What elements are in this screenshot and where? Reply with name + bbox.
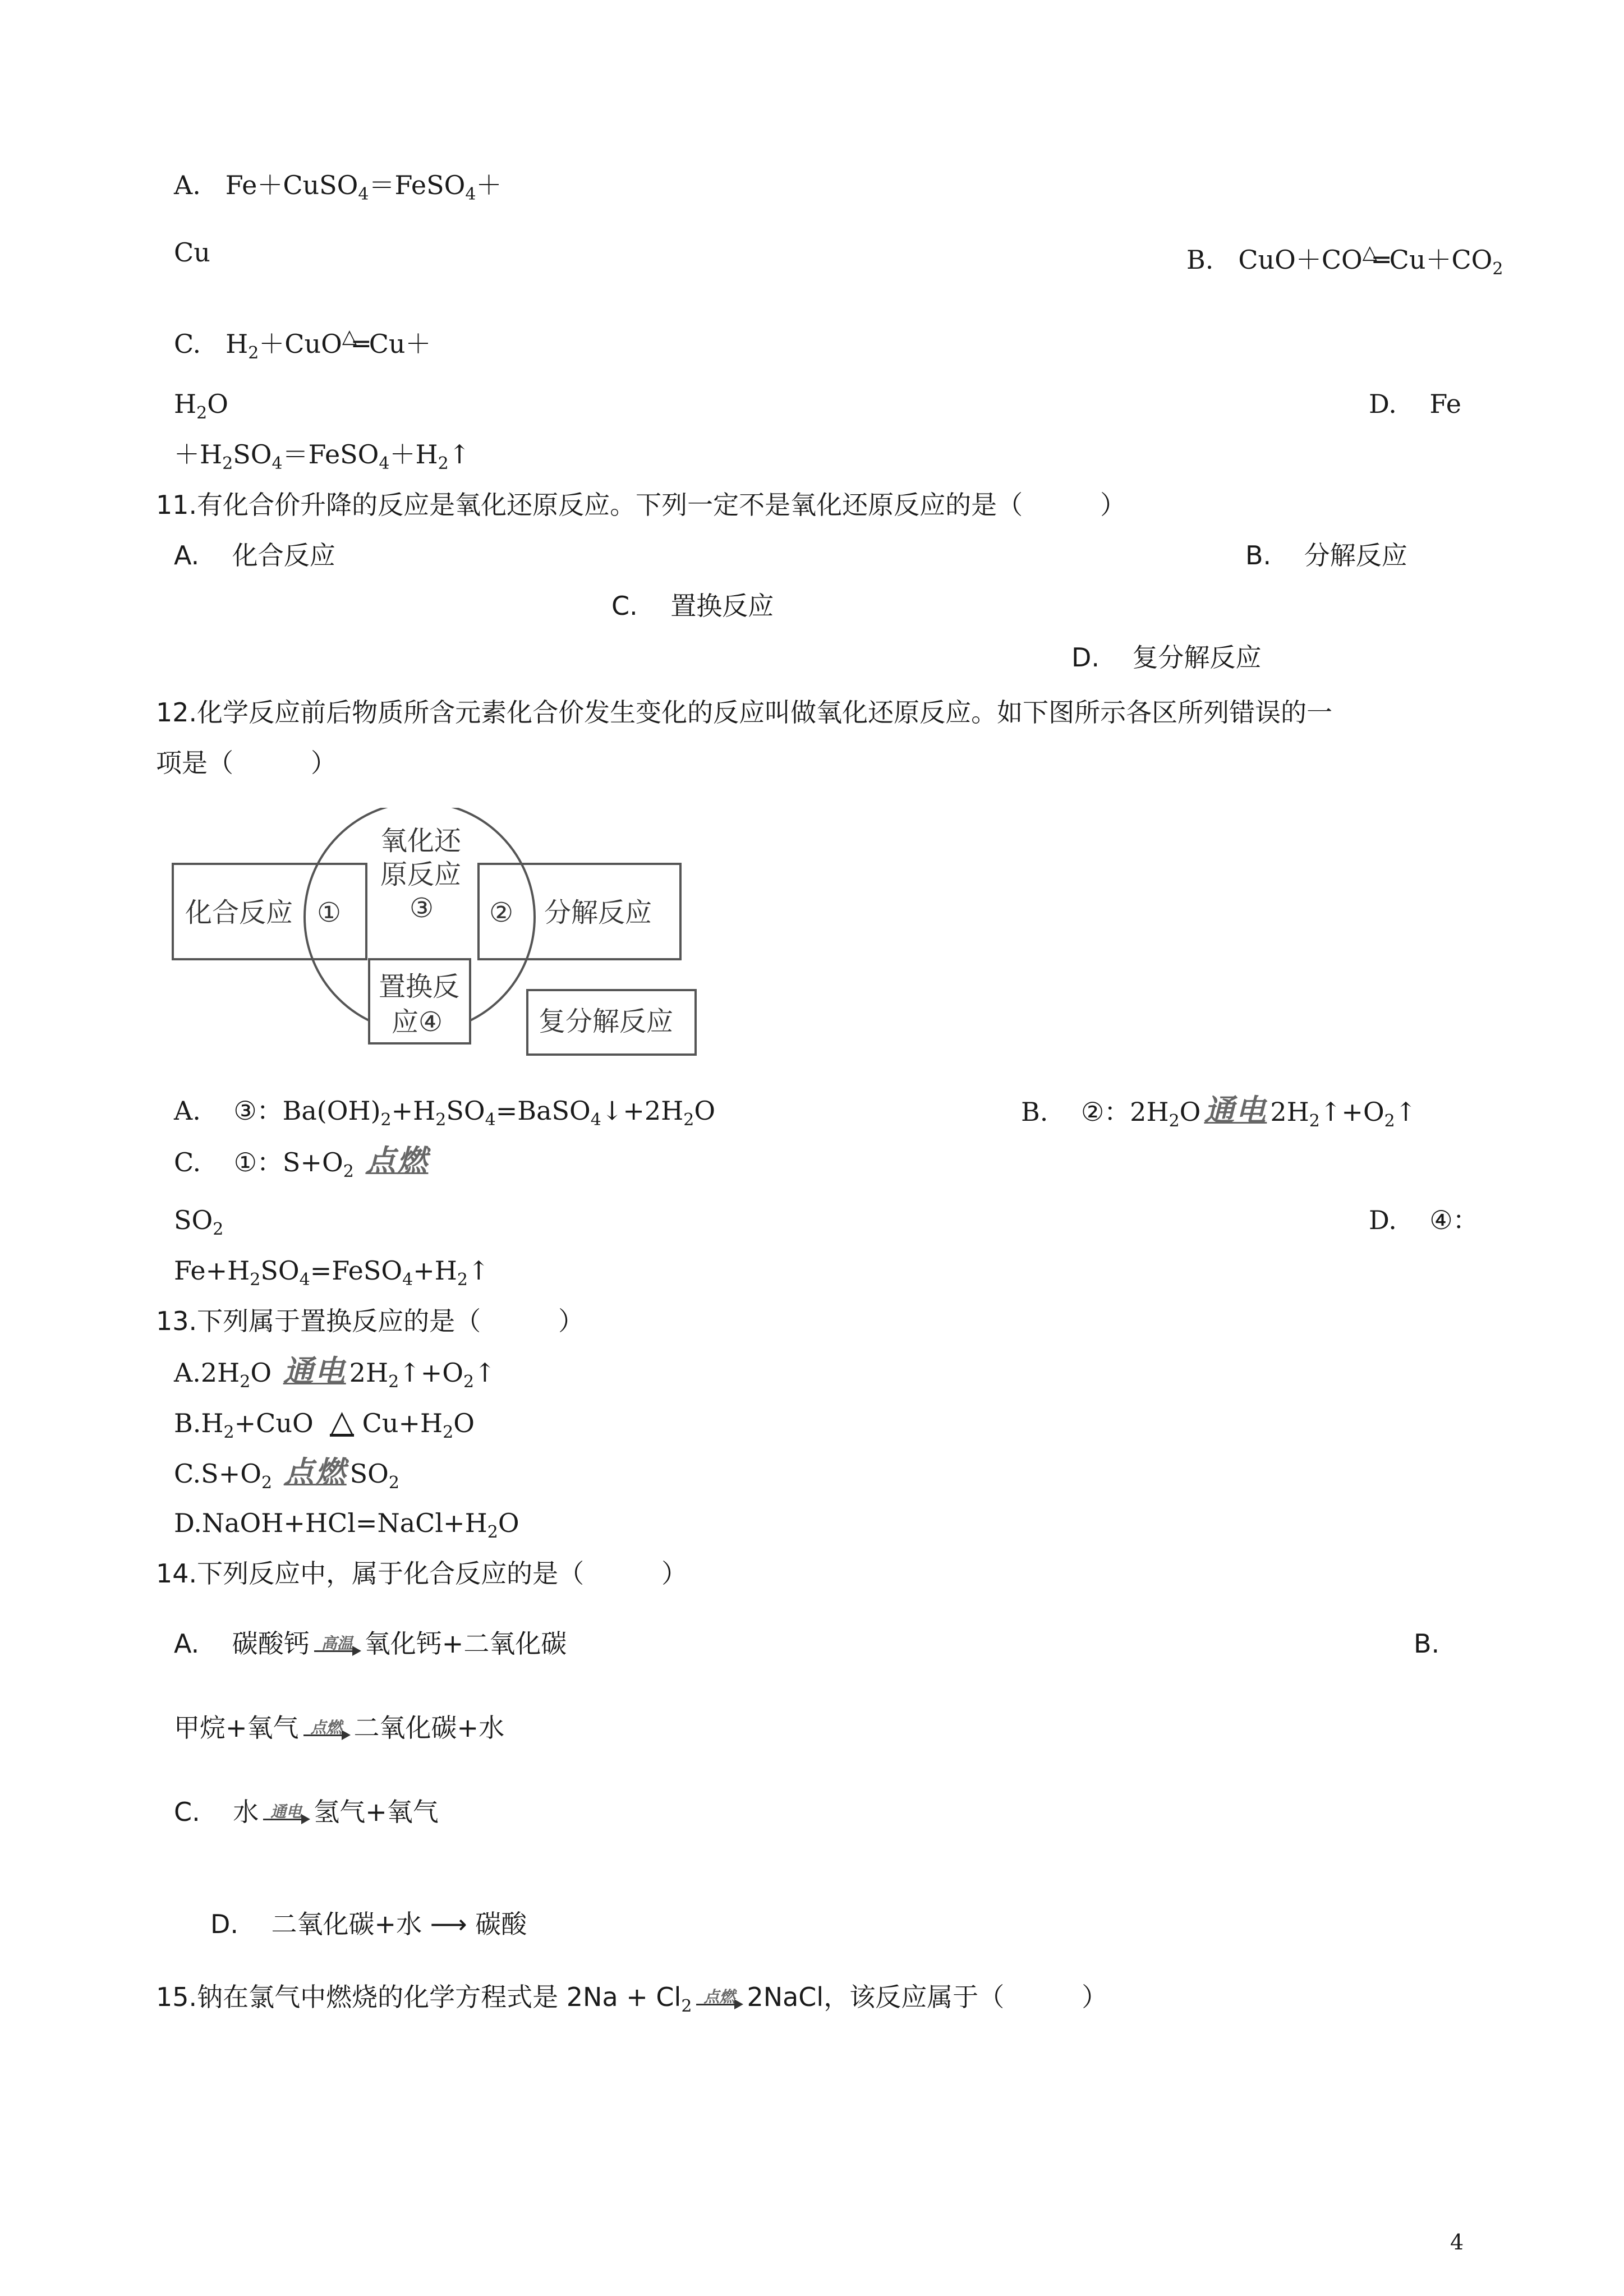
high-temp-arrow: 高温 — [312, 1629, 362, 1663]
redox-label-1: 氧化还 — [380, 825, 462, 857]
q13-option-b: $B.H_2+CuO$ △ $Cu+H_2O$ — [174, 1404, 475, 1442]
q12-option-c: C. ①：$S+O_2$ 点燃 — [174, 1143, 429, 1181]
reaction-types-diagram — [168, 808, 701, 1066]
q13-option-d: $D.NaOH+HCl=NaCl+H_2O$ — [174, 1508, 519, 1542]
q12-option-c-cont: $SO_2$ — [174, 1205, 224, 1239]
arrow-icon: ⟶ — [430, 1909, 467, 1939]
q11-option-d: D. 复分解反应 — [1071, 642, 1262, 673]
q10-option-c: C. $H_2+CuO^\triangle═Cu+$ — [174, 325, 431, 363]
q11-stem: 11.有化合价升降的反应是氧化还原反应。下列一定不是氧化还原反应的是（ ） — [156, 490, 1126, 520]
q15-stem: 15.钠在氯气中燃烧的化学方程式是 $2Na + Cl_2$ 点燃 2NaCl，该反应属于（ ） — [156, 1982, 1108, 2016]
double-label: 复分解反应 — [539, 1006, 674, 1037]
q14-stem: 14.下列反应中，属于化合反应的是（ ） — [156, 1558, 688, 1589]
q10-option-a-cont: Cu — [174, 237, 210, 268]
q11-option-c: C. 置换反应 — [611, 591, 774, 621]
q11-option-b: B. 分解反应 — [1245, 540, 1407, 570]
q14-option-b: 甲烷+氧气 点燃 二氧化碳+水 — [174, 1711, 504, 1747]
q12-stem-line2: 项是（ ） — [156, 748, 337, 778]
electrolysis-arrow: 通电 — [261, 1797, 311, 1831]
q12-option-d: D. ④： — [1369, 1205, 1479, 1235]
q14-option-c: C. 水 通电 氢气+氧气 — [174, 1795, 439, 1831]
q12-stem-line1: 12.化学反应前后物质所含元素化合价发生变化的反应叫做氧化还原反应。如下图所示各区所列错误的一 — [156, 697, 1333, 728]
ignite-arrow: 点燃 — [694, 1982, 744, 2016]
q10-option-c-cont: $H_2O$ — [174, 389, 228, 423]
q10-option-d: D. Fe — [1369, 389, 1461, 419]
q14-option-b-label: B. — [1414, 1628, 1440, 1659]
mark-1: ① — [317, 897, 342, 928]
page-number: 4 — [1450, 2230, 1464, 2254]
redox-label-2: 原反应 — [380, 859, 462, 890]
ignite-arrow: 点燃 — [301, 1713, 352, 1747]
replace-label-2: 应④ — [392, 1006, 443, 1038]
combine-label: 化合反应 — [185, 897, 293, 928]
q10-option-d-cont: $+H_2SO_4=FeSO_4+H_2↑$ — [174, 439, 471, 473]
q13-option-c: $C.S+O_2$ 点燃 $SO_2$ — [174, 1455, 399, 1493]
q14-option-d: D. 二氧化碳+水 ⟶ 碳酸 — [210, 1909, 527, 1939]
q10-option-a: A. Fe＋CuSO$_4$＝FeSO$_4$＋ — [174, 170, 502, 204]
q13-option-a: $A.2H_2O$ 通电 $2H_2↑+O_2↑$ — [174, 1354, 496, 1392]
q12-option-b: B. ②：$2H_2O$ 通电 $2H_2↑+O_2↑$ — [1021, 1093, 1417, 1131]
q11-option-a: A. 化合反应 — [174, 540, 335, 570]
q12-option-d-cont: $Fe+H_2SO_4=FeSO_4+H_2↑$ — [174, 1255, 490, 1290]
replace-label-1: 置换反 — [379, 971, 460, 1002]
q14-option-a: A. 碳酸钙 高温 氧化钙+二氧化碳 — [174, 1627, 567, 1663]
mark-2: ② — [489, 897, 514, 928]
q10-option-b: B. $CuO+CO^\triangle═Cu+CO_2$ — [1186, 241, 1503, 279]
decompose-label: 分解反应 — [544, 897, 652, 928]
q12-option-a: A. ③：$Ba(OH)_2+H_2SO_4=BaSO_4↓+2H_2O$ — [174, 1096, 716, 1130]
mark-3: ③ — [410, 892, 434, 924]
q13-stem: 13.下列属于置换反应的是（ ） — [156, 1306, 585, 1336]
